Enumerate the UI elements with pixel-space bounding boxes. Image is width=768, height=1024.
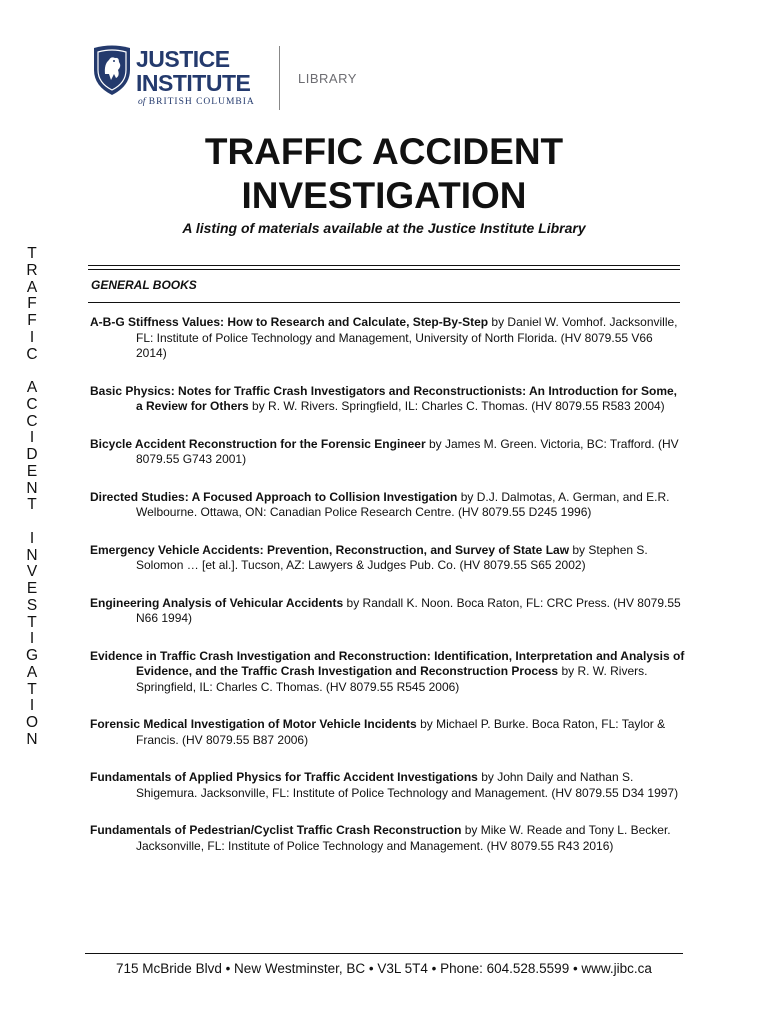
logo-of: of bbox=[138, 97, 146, 107]
vertical-letter: N bbox=[26, 479, 38, 497]
book-entry bbox=[90, 770, 686, 801]
book-details: by Daniel W. Vomhof. Jacksonville, FL: Institute of Police Technology and Management, University of North Florida. (HV 8079.55 V66 2014) bbox=[136, 315, 678, 360]
vertical-letter: F bbox=[27, 295, 37, 313]
footer-rule bbox=[85, 953, 683, 954]
vertical-letter: F bbox=[27, 312, 37, 329]
vertical-letter: T bbox=[27, 496, 37, 514]
vertical-letter: O bbox=[25, 714, 39, 731]
book-title: Fundamentals of Pedestrian/Cyclist Traffic Crash Reconstruction bbox=[90, 823, 462, 837]
book-title: Basic Physics: Notes for Traffic Crash Investigators and Reconstructionists: An Introduction for Some, a Review for Others bbox=[90, 383, 677, 413]
vertical-letter: I bbox=[29, 429, 35, 447]
footer-address: 715 McBride Blvd • New Westminster, BC • V3L 5T4 • Phone: 604.528.5599 • www.jibc.ca bbox=[116, 961, 652, 976]
section-heading: GENERAL BOOKS bbox=[91, 278, 197, 292]
vertical-letter: N bbox=[26, 546, 38, 564]
jibc-logo bbox=[92, 44, 360, 112]
book-details: by R. W. Rivers. Springfield, IL: Charles C. Thomas. (HV 8079.55 R583 2004) bbox=[248, 399, 665, 413]
vertical-letter: G bbox=[25, 647, 39, 664]
book-details: by John Daily and Nathan S. Shigemura. Jacksonville, FL: Institute of Police Technology and Management. (HV 8079.55 D34 1997) bbox=[136, 770, 679, 800]
book-entry bbox=[90, 490, 686, 521]
vertical-letter: I bbox=[29, 529, 35, 547]
section-rule bbox=[88, 302, 680, 303]
double-rule-lower bbox=[88, 269, 680, 270]
vertical-letter: A bbox=[26, 278, 38, 296]
book-title: Engineering Analysis of Vehicular Accidents bbox=[90, 595, 344, 610]
shield-crest-icon bbox=[92, 44, 132, 96]
vertical-letter: N bbox=[26, 730, 38, 748]
book-details: by Randall K. Noon. Boca Raton, FL: CRC Press. (HV 8079.55 N66 1994) bbox=[136, 595, 681, 625]
logo-line-2: INSTITUTE bbox=[136, 70, 251, 96]
vertical-letter: I bbox=[29, 697, 35, 715]
book-details: by R. W. Rivers. Springfield, IL: Charles C. Thomas. (HV 8079.55 R545 2006) bbox=[136, 664, 648, 694]
vertical-letter: A bbox=[26, 379, 38, 396]
vertical-letter: T bbox=[27, 680, 37, 698]
logo-sub-text: BRITISH COLUMBIA bbox=[148, 97, 255, 107]
book-title: Fundamentals of Applied Physics for Traffic Accident Investigations bbox=[90, 770, 478, 784]
vertical-letter: T bbox=[27, 613, 37, 631]
vertical-letter: C bbox=[26, 395, 38, 413]
vertical-letter: C bbox=[26, 345, 38, 363]
book-entry bbox=[90, 437, 686, 468]
book-details: by Michael P. Burke. Boca Raton, FL: Taylor & Francis. (HV 8079.55 B87 2006) bbox=[136, 717, 666, 747]
page-subtitle: A listing of materials available at the Justice Institute Library bbox=[182, 220, 586, 236]
title-line-2: INVESTIGATION bbox=[241, 175, 527, 216]
book-title: Evidence in Traffic Crash Investigation and Reconstruction: Identification, Interpretation and Analysis of Evidence, and the Traffic Crash Investigation and Reconstruction Process bbox=[90, 648, 685, 678]
book-title: Forensic Medical Investigation of Motor Vehicle Incidents bbox=[90, 717, 417, 731]
vertical-letter: T bbox=[27, 245, 37, 262]
book-entry bbox=[90, 596, 686, 627]
double-rule-upper bbox=[88, 265, 680, 266]
title-line-1: TRAFFIC ACCIDENT bbox=[204, 131, 564, 172]
logo-line-1: JUSTICE bbox=[136, 46, 230, 72]
logo-divider bbox=[279, 46, 280, 110]
logo-subtitle bbox=[138, 97, 255, 107]
vertical-letter: I bbox=[29, 630, 35, 648]
book-title: A-B-G Stiffness Values: How to Research and Calculate, Step-By-Step bbox=[90, 315, 489, 329]
book-details: by Stephen S. Solomon … [et al.]. Tucson, AZ: Lawyers & Judges Pub. Co. (HV 8079.55 S65 2002) bbox=[136, 542, 648, 572]
vertical-letter: I bbox=[29, 328, 35, 346]
vertical-letter: A bbox=[26, 663, 38, 681]
vertical-letter: S bbox=[26, 596, 38, 614]
vertical-title bbox=[21, 246, 43, 749]
library-label: LIBRARY bbox=[298, 71, 357, 86]
vertical-letter: E bbox=[26, 462, 38, 480]
book-list bbox=[90, 315, 686, 854]
book-entry bbox=[90, 384, 686, 415]
vertical-letter: V bbox=[26, 563, 38, 581]
book-entry bbox=[90, 649, 686, 696]
book-details: by D.J. Dalmotas, A. German, and E.R. Welbourne. Ottawa, ON: Canadian Police Research Centre. (HV 8079.55 D245 1996) bbox=[136, 489, 670, 519]
book-entry bbox=[90, 717, 686, 748]
vertical-letter: E bbox=[26, 580, 38, 597]
page-title bbox=[88, 130, 680, 218]
vertical-letter bbox=[21, 363, 43, 380]
book-entry bbox=[90, 543, 686, 574]
book-title: Bicycle Accident Reconstruction for the Forensic Engineer bbox=[90, 436, 426, 451]
book-entry bbox=[90, 823, 686, 854]
book-title: Directed Studies: A Focused Approach to Collision Investigation bbox=[90, 489, 458, 504]
book-entry bbox=[90, 315, 686, 362]
book-title: Emergency Vehicle Accidents: Prevention, Reconstruction, and Survey of State Law bbox=[90, 542, 570, 557]
book-details: by Mike W. Reade and Tony L. Becker. Jacksonville, FL: Institute of Police Technology and Management. (HV 8079.55 R43 2016) bbox=[136, 823, 671, 853]
vertical-letter: D bbox=[26, 446, 38, 463]
vertical-letter: R bbox=[26, 261, 38, 279]
book-details: by James M. Green. Victoria, BC: Trafford. (HV 8079.55 G743 2001) bbox=[136, 436, 679, 466]
vertical-letter bbox=[21, 514, 43, 531]
vertical-letter: C bbox=[26, 412, 38, 430]
